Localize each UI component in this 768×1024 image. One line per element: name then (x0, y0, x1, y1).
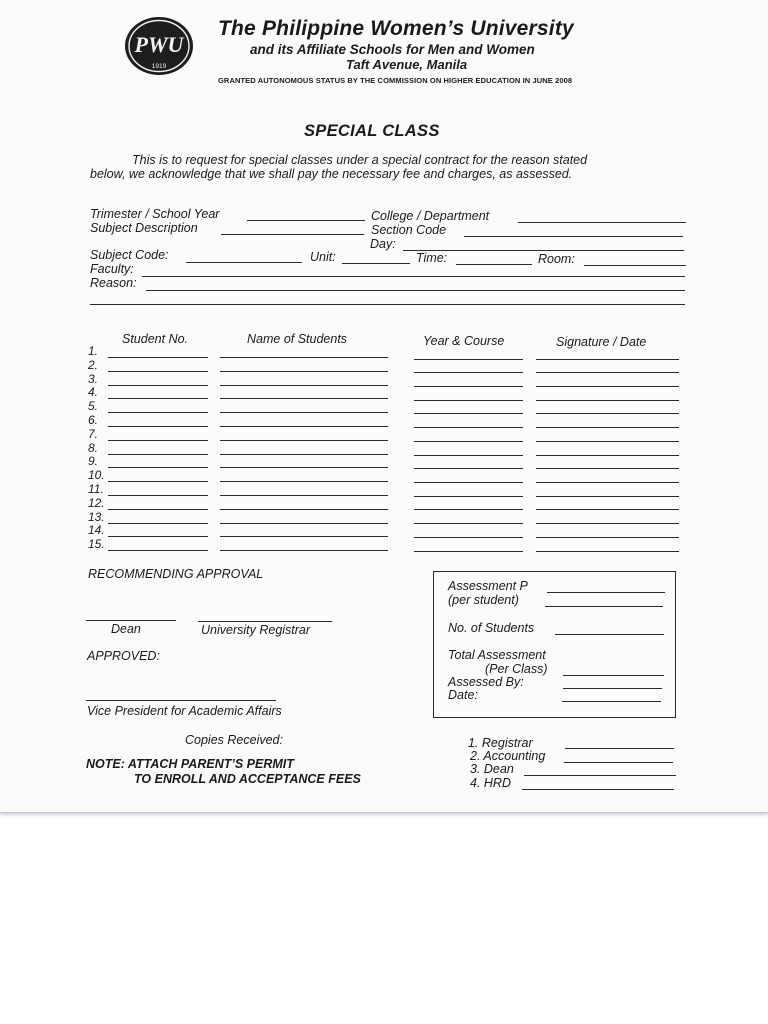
registrar-label: University Registrar (201, 623, 311, 637)
assessment-date-label: Date: (448, 688, 478, 702)
year-course-field[interactable] (414, 455, 523, 456)
reason-field-line2[interactable] (90, 304, 685, 305)
row-number: 9. (88, 454, 99, 469)
subject-description-label: Subject Description (90, 221, 198, 235)
subject-code-label: Subject Code: (90, 248, 169, 262)
copy-registrar-label: 1. Registrar (468, 736, 533, 750)
registrar-signature-line[interactable] (198, 621, 332, 622)
vp-signature-line[interactable] (86, 700, 276, 701)
student-no-field[interactable] (108, 509, 208, 510)
note-line2: TO ENROLL AND ACCEPTANCE FEES (134, 772, 361, 786)
row-number: 5. (88, 399, 99, 414)
copy-dean-field[interactable] (524, 775, 676, 776)
unit-label: Unit: (310, 250, 336, 264)
student-no-field[interactable] (108, 523, 208, 524)
student-no-field[interactable] (108, 495, 208, 496)
year-course-field[interactable] (414, 482, 523, 483)
signature-date-field[interactable] (536, 427, 679, 428)
vp-label: Vice President for Academic Affairs (87, 704, 282, 718)
no-of-students-field[interactable] (555, 634, 664, 635)
year-course-field[interactable] (414, 523, 523, 524)
student-no-field[interactable] (108, 467, 208, 468)
college-label: College / Department (371, 209, 490, 223)
signature-date-field[interactable] (536, 372, 679, 373)
student-name-field[interactable] (220, 440, 388, 441)
student-name-field[interactable] (220, 536, 388, 537)
per-class-label: (Per Class) (485, 662, 548, 676)
student-name-field[interactable] (220, 454, 388, 455)
signature-date-field[interactable] (536, 482, 679, 483)
reason-field[interactable] (146, 290, 685, 291)
row-number: 3. (88, 371, 99, 386)
per-student-label: (per student) (448, 593, 519, 607)
year-course-field[interactable] (414, 359, 523, 360)
row-number: 15. (88, 537, 105, 552)
assessed-by-label: Assessed By: (448, 675, 524, 689)
student-name-field[interactable] (220, 481, 388, 482)
student-no-field[interactable] (108, 385, 208, 386)
subject-code-field[interactable] (186, 262, 302, 263)
room-label: Room: (538, 252, 575, 266)
section-code-field[interactable] (464, 236, 683, 237)
year-course-field[interactable] (414, 427, 523, 428)
row-number: 6. (88, 413, 99, 427)
student-name-field[interactable] (220, 509, 388, 510)
signature-date-field[interactable] (536, 496, 679, 497)
year-course-field[interactable] (414, 496, 523, 497)
copy-hrd-label: 4. HRD (470, 776, 511, 790)
signature-date-field[interactable] (536, 413, 679, 414)
college-field[interactable] (518, 222, 686, 223)
total-assessment-field[interactable] (563, 675, 664, 676)
student-no-field[interactable] (108, 371, 208, 372)
year-course-field[interactable] (414, 537, 523, 538)
note-line1: NOTE: ATTACH PARENT’S PERMIT (86, 757, 294, 771)
signature-date-field[interactable] (536, 509, 679, 510)
subject-description-field[interactable] (221, 234, 364, 235)
per-student-field[interactable] (545, 606, 663, 607)
time-label: Time: (416, 251, 448, 265)
signature-date-field[interactable] (536, 455, 679, 456)
row-number: 7. (88, 426, 99, 441)
year-course-field[interactable] (414, 372, 523, 373)
student-name-field[interactable] (220, 385, 388, 386)
copy-hrd-field[interactable] (522, 789, 674, 790)
student-no-field[interactable] (108, 536, 208, 537)
copy-accounting-label: 2. Accounting (470, 749, 546, 763)
year-course-field[interactable] (414, 400, 523, 401)
recommending-approval-label: RECOMMENDING APPROVAL (88, 567, 264, 581)
assessment-date-field[interactable] (562, 701, 661, 702)
signature-date-field[interactable] (536, 359, 679, 360)
assessment-p-field[interactable] (547, 592, 665, 593)
signature-date-field[interactable] (536, 551, 679, 552)
logo-monogram: PWU (134, 32, 184, 57)
student-no-field[interactable] (108, 440, 208, 441)
section-code-label: Section Code (371, 223, 447, 237)
dean-signature-line[interactable] (86, 620, 176, 621)
form-title: SPECIAL CLASS (304, 122, 440, 140)
student-name-field[interactable] (220, 550, 388, 551)
student-no-field[interactable] (108, 481, 208, 482)
trimester-field[interactable] (247, 220, 365, 221)
intro-text-line2: below, we acknowledge that we shall pay the necessary fee and charges, as assessed. (90, 167, 573, 181)
student-name-field[interactable] (220, 426, 388, 427)
year-course-field[interactable] (414, 551, 523, 552)
row-number: 2. (88, 357, 99, 372)
row-number: 11. (88, 482, 104, 496)
year-course-field[interactable] (414, 413, 523, 414)
intro-text-line1: This is to request for special classes under a special contract for the reason stated (132, 153, 588, 167)
copy-registrar-field[interactable] (565, 748, 674, 749)
autonomy-statement: GRANTED AUTONOMOUS STATUS BY THE COMMISSION ON HIGHER EDUCATION IN JUNE 2008 (218, 76, 573, 85)
row-number: 13. (88, 509, 105, 524)
assessed-by-field[interactable] (563, 688, 662, 689)
student-name-field[interactable] (220, 495, 388, 496)
assessment-p-label: Assessment P (448, 579, 528, 593)
student-name-field[interactable] (220, 523, 388, 524)
column-year-course: Year & Course (423, 334, 505, 348)
signature-date-field[interactable] (536, 523, 679, 524)
total-assessment-label: Total Assessment (448, 648, 546, 662)
copy-accounting-field[interactable] (564, 762, 673, 763)
unit-field[interactable] (342, 263, 410, 264)
year-course-field[interactable] (414, 509, 523, 510)
signature-date-field[interactable] (536, 441, 679, 442)
university-seal-logo (124, 16, 194, 76)
signature-date-field[interactable] (536, 537, 679, 538)
faculty-field[interactable] (142, 276, 685, 277)
no-of-students-label: No. of Students (448, 621, 535, 635)
student-name-field[interactable] (220, 412, 388, 413)
student-name-field[interactable] (220, 357, 388, 358)
faculty-label: Faculty: (90, 262, 134, 276)
time-field[interactable] (456, 264, 532, 265)
signature-date-field[interactable] (536, 400, 679, 401)
logo-year: 1919 (151, 63, 167, 70)
row-number: 10. (88, 468, 105, 483)
trimester-label: Trimester / School Year (90, 207, 220, 221)
student-no-field[interactable] (108, 412, 208, 413)
room-field[interactable] (584, 265, 686, 266)
student-no-field[interactable] (108, 550, 208, 551)
university-name: The Philippine Women’s University (218, 17, 574, 40)
row-number: 12. (88, 495, 105, 510)
row-number: 8. (88, 440, 99, 455)
student-name-field[interactable] (220, 371, 388, 372)
year-course-field[interactable] (414, 468, 523, 469)
university-address: Taft Avenue, Manila (346, 57, 468, 72)
dean-label: Dean (111, 622, 141, 636)
year-course-field[interactable] (414, 386, 523, 387)
copy-dean-label: 3. Dean (470, 762, 514, 776)
year-course-field[interactable] (414, 441, 523, 442)
copies-received-label: Copies Received: (185, 733, 283, 747)
reason-label: Reason: (90, 276, 137, 290)
student-no-field[interactable] (108, 357, 208, 358)
approved-label: APPROVED: (87, 649, 160, 663)
column-student-no: Student No. (122, 332, 189, 346)
student-no-field[interactable] (108, 426, 208, 427)
column-signature-date: Signature / Date (556, 335, 647, 349)
day-label: Day: (370, 237, 396, 251)
row-number: 1. (88, 344, 99, 358)
signature-date-field[interactable] (536, 386, 679, 387)
column-student-name: Name of Students (247, 332, 348, 346)
student-name-field[interactable] (220, 398, 388, 399)
student-no-field[interactable] (108, 454, 208, 455)
affiliate-line: and its Affiliate Schools for Men and Women (250, 42, 535, 57)
signature-date-field[interactable] (536, 468, 679, 469)
row-number: 14. (88, 523, 105, 538)
student-no-field[interactable] (108, 398, 208, 399)
row-number: 4. (88, 385, 99, 400)
student-name-field[interactable] (220, 467, 388, 468)
